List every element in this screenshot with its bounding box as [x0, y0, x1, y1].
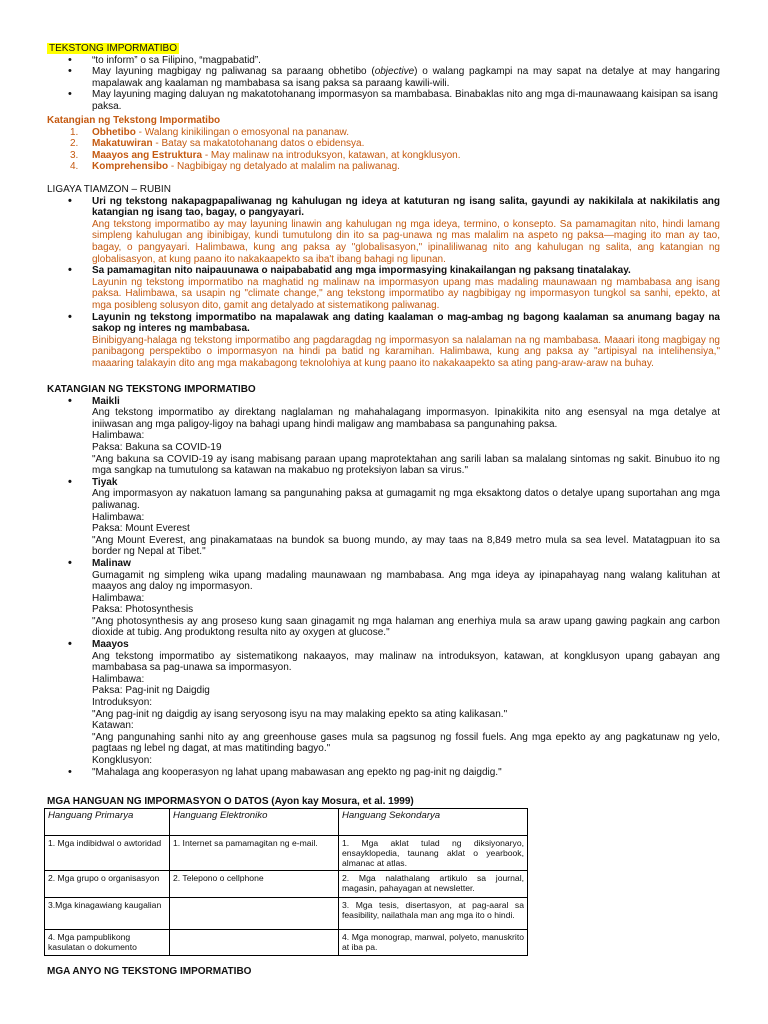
table-cell: 3. Mga tesis, disertasyon, at pag-aaral sa feasibility, nailathala man ang mga ito o hindi. [339, 898, 528, 930]
table-row [45, 836, 528, 871]
katangian2-text: Katawan: [92, 720, 134, 732]
table-row [45, 930, 528, 956]
intro-section [0, 43, 768, 113]
ligaya-point: • Sa pamamagitan nito naipauunawa o naipababatid ang mga impormasying kinakailangan ng paksang tinatalakay. [0, 265, 768, 277]
table-cell: 4. Mga monograp, manwal, polyeto, manuskrito at iba pa. [339, 930, 528, 956]
intro-bullet: • “to inform” o sa Filipino, “magpabatid”. [0, 55, 768, 67]
table-cell: 3.Mga kinagawiang kaugalian [45, 898, 170, 930]
ligaya-heading: LIGAYA TIAMZON – RUBIN [47, 184, 171, 195]
item-number: 2. [70, 138, 79, 150]
katangian2-text: Ang impormasyon ay nakatuon lamang sa pangunahing paksa at gumagamit ng mga eksaktong datos o detalye upang suportahan ang mga paliwanag. [92, 488, 720, 511]
katangian2-text: "Ang pangunahing sanhi nito ay ang greenhouse gases mula sa pagsunog ng fossil fuels. Ang mga epekto ay ang pagkatunaw ng yelo, pagtaas ng lebel ng dagat, at mas matitinding bagyo." [92, 731, 720, 755]
anyo-heading: MGA ANYO NG TEKSTONG IMPORMATIBO [47, 966, 252, 977]
katangian2-heading: KATANGIAN NG TEKSTONG IMPORMATIBO [47, 384, 256, 395]
table-cell: 2. Telepono o cellphone [170, 871, 339, 898]
katangian2-text: "Ang bakuna sa COVID-19 ay isang mabisang paraan upang maprotektahan ang sarili laban sa malalang sintomas ng sakit. Binubuo ito ng mga sangkap na tumutulong sa katawan na makabuo ng proteksiyon laban sa virus." [92, 453, 720, 477]
intro-bullets [0, 55, 768, 113]
katangian2-text: Paksa: Pag-init ng Daigdig [92, 685, 210, 697]
column-header: Hanguang Sekondarya [339, 809, 528, 836]
katangian2-title: • Tiyak [0, 477, 768, 489]
katangian2-text: Introduksyon: [92, 697, 153, 709]
ligaya-detail: Binibigyang-halaga ng tekstong impormatibo ang pagdaragdag ng impormasyon sa nalalaman na ng mambabasa. Maaari itong magbigay ng panibagong perspektibo o impormasyon na hindi pa batid ng karamihan. Halimbawa, kung ang paksa ay "artipisyal na intelihensiya," maaaring talakayin dito ang mga makabagong teknolohiya at kung paano ito nakakaapekto sa ating pang-araw-araw na buhay. [92, 334, 720, 369]
katangian2-text: "Ang photosynthesis ay ang proseso kung saan ginagamit ng mga halaman ang enerhiya mula sa araw upang gawing pagkain ang carbon dioxide at tubig. Ang produktong resulta nito ay oxygen at glucose." [92, 615, 720, 639]
hanguan-table [44, 808, 528, 956]
katangian-section [0, 115, 768, 173]
katangian-item [0, 150, 768, 162]
katangian2-text: Ang tekstong impormatibo ay direktang naglalaman ng mahahalagang impormasyon. Ipinakikita nito ang esensyal na mga detalye at iniiwasan ang mga paligoy-ligoy na bahagi upang hindi maligaw ang mambabasa sa pangunahing paksa. [92, 407, 720, 430]
item-desc: - Batay sa makatotohanang datos o ebidensya. [152, 138, 365, 150]
katangian2-text: "Ang pag-init ng daigdig ay isang seryosong isyu na may malaking epekto sa ating kalikasan." [92, 708, 508, 720]
table-row [45, 871, 528, 898]
ligaya-section [0, 184, 768, 370]
table-row [45, 898, 528, 930]
katangian2-text: Gumagamit ng simpleng wika upang madaling maunawaan ng mambabasa. Ang mga ideya ay ipinapahayag nang walang kalituhan at maayos ang daloy ng impormasyon. [92, 569, 720, 593]
katangian2-text: Halimbawa: [92, 511, 145, 523]
table-cell: 1. Mga aklat tulad ng diksiyonaryo, ensayklopedia, taunang aklat o yearbook, almanac at atlas. [339, 836, 528, 871]
intro-bullet [0, 66, 768, 89]
katangian-item [0, 127, 768, 139]
item-term: Obhetibo [92, 126, 136, 138]
katangian2-title: • Malinaw [0, 558, 768, 570]
item-number: 1. [70, 126, 79, 138]
table-cell: 2. Mga nalathalang artikulo sa journal, magasin, pahayagan at newsletter. [339, 871, 528, 898]
column-header: Hanguang Primarya [45, 809, 170, 836]
ligaya-point: • Layunin ng tekstong impormatibo na mapalawak ang dating kaalaman o mag-ambag ng bagong kaalaman sa anumang bagay na sakop ng interes ng mambabasa. [0, 312, 768, 335]
table-cell: 1. Internet sa pamamagitan ng e-mail. [170, 836, 339, 871]
katangian2-section [0, 384, 768, 778]
ligaya-detail: Ang tekstong impormatibo ay may layuning linawin ang kahulugan ng mga ideya, termino, o konsepto. Sa pamamagitan nito, hindi lamang simpleng kahulugan ang ibinibigay, kundi tumutulong din ito sa pag-unawa ng mas malalim na aspeto ng paksa—maging ito man ay tao, bagay, o pangyayari. Halimbawa, kung ang paksa ay "globalisasyon," ipinaliliwanag nito ang kahulugan ng salita, ang katangian ng globalisasyon, at kung paano ito nakakaapekto sa iba't ibang bahagi ng lipunan. [92, 218, 720, 265]
intro-bullet-text: May layuning magbigay ng paliwanag sa paraang obhetibo (objective) o walang pagkampi na may sapat na detalye at may hangaring mapalawak ang kaalaman ng mambabasa sa isang paksa sa paraang kawili-wili. [92, 66, 720, 89]
column-header: Hanguang Elektroniko [170, 809, 339, 836]
katangian2-text: Paksa: Bakuna sa COVID-19 [92, 441, 222, 453]
katangian2-text: Halimbawa: [92, 430, 145, 442]
katangian2-list [0, 396, 768, 779]
katangian2-text: Halimbawa: [92, 673, 145, 685]
katangian-item [0, 161, 768, 173]
katangian2-text: Paksa: Mount Everest [92, 523, 190, 535]
katangian2-text: "Ang Mount Everest, ang pinakamataas na bundok sa buong mundo, ay may taas na 8,849 metro mula sa sea level. Matatagpuan ito sa border ng Nepal at Tibet." [92, 534, 720, 558]
katangian2-text: Ang tekstong impormatibo ay sistematikong nakaayos, may malinaw na introduksyon, katawan, at kongklusyon upang gabayan ang mambabasa sa pag-unawa sa impormasyon. [92, 650, 720, 674]
katangian2-title: • Maayos [0, 639, 768, 651]
katangian-list [0, 127, 768, 173]
katangian2-last-bullet: • "Mahalaga ang kooperasyon ng lahat upang mabawasan ang epekto ng pag-init ng daigdig." [0, 767, 768, 779]
table-cell: 4. Mga pampublikong kasulatan o dokumento [45, 930, 170, 956]
item-desc: - May malinaw na introduksyon, katawan, at kongklusyon. [202, 149, 461, 161]
katangian2-text: Paksa: Photosynthesis [92, 604, 194, 616]
katangian-item [0, 138, 768, 150]
item-term: Makatuwiran [92, 138, 153, 150]
item-number: 3. [70, 149, 79, 161]
katangian2-text: Kongklusyon: [92, 755, 153, 766]
ligaya-detail: Layunin ng tekstong impormatibo na maghatid ng malinaw na impormasyon upang mas madaling maunawaan ng mambabasa ang isang paksa. Halimbawa, sa usapin ng "climate change," ang tekstong impormatibo ay nagbibigay ng impormasyon tungkol sa sanhi, epekto, at mga posibleng solusyon dito, gamit ang detalyado at sistematikong paliwanag. [92, 276, 720, 311]
item-term: Komprehensibo [92, 161, 169, 173]
hanguan-heading: MGA HANGUAN NG IMPORMASYON O DATOS (Ayon kay Mosura, et al. 1999) [47, 796, 414, 807]
katangian-heading: Katangian ng Tekstong Impormatibo [47, 115, 221, 126]
katangian2-title: • Maikli [0, 396, 768, 408]
ligaya-point: • Uri ng tekstong nakapagpapaliwanag ng kahulugan ng ideya at katuturan ng isang salita, gayundi ay nakikilala at nakikilatis ang katangian ng isang tao, bagay, o pangyayari. [0, 196, 768, 219]
item-desc: - Walang kinikilingan o emosyonal na pananaw. [135, 126, 349, 138]
table-cell [170, 898, 339, 930]
table-cell: 2. Mga grupo o organisasyon [45, 871, 170, 898]
item-number: 4. [70, 161, 79, 173]
ligaya-list [0, 196, 768, 370]
katangian2-text: Halimbawa: [92, 592, 145, 604]
item-term: Maayos ang Estruktura [92, 149, 203, 161]
table-cell [170, 930, 339, 956]
main-heading: TEKSTONG IMPORMATIBO [49, 43, 177, 54]
intro-bullet: • May layuning maging daluyan ng makatotohanang impormasyon sa mambabasa. Binabaklas nito ang mga di-maunawaang kaisipan sa isang paksa. [0, 89, 768, 112]
table-header-row [45, 809, 528, 836]
item-desc: - Nagbibigay ng detalyado at malalim na paliwanag. [168, 161, 400, 173]
table-cell: 1. Mga indibidwal o awtoridad [45, 836, 170, 871]
